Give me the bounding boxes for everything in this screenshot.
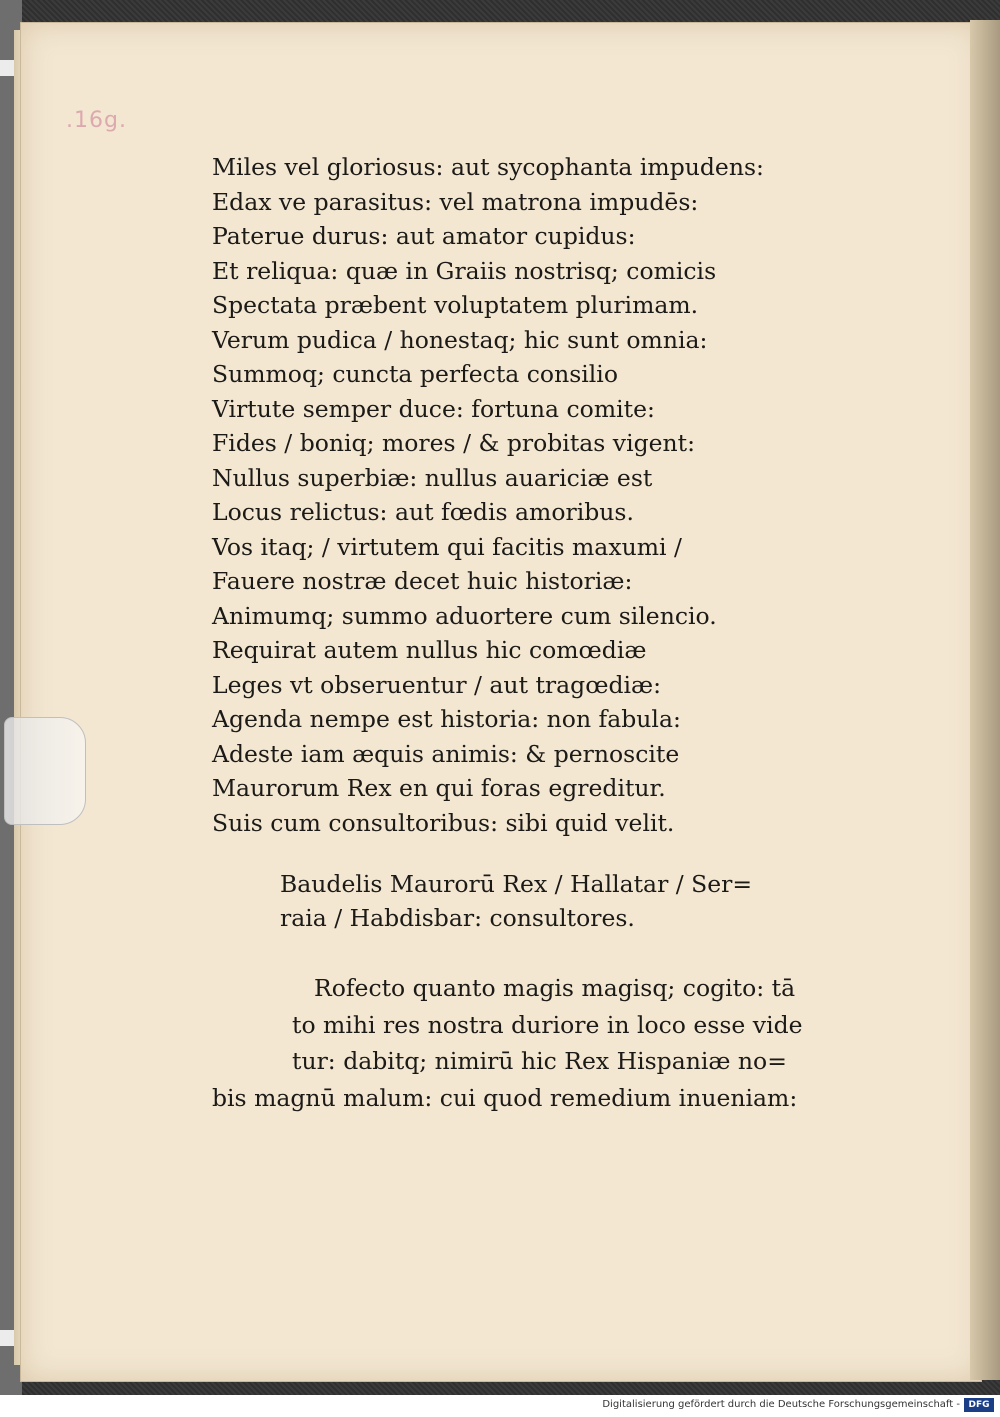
dfg-logo: DFG (964, 1398, 994, 1412)
gutter-shadow (970, 20, 1000, 1380)
prose-line: bis magnū malum: cui quod remedium inueniam: (212, 1083, 798, 1112)
footer-credit: Digitalisierung gefördert durch die Deutsche Forschungsgemeinschaft - (602, 1399, 960, 1410)
verse-line: Suis cum consultoribus: sibi quid velit. (212, 808, 675, 837)
verse-line: Fides / boniq; mores / & probitas vigent: (212, 429, 696, 457)
verse-line: Vos itaq; / virtutem qui facitis maxumi / (212, 532, 682, 561)
verse-line: Spectata præbent voluptatem plurimam. (212, 291, 699, 319)
verse-line: Leges vt obseruentur / aut tragœdiæ: (212, 670, 662, 699)
verse-line: Nullus superbiæ: nullus auariciæ est (212, 463, 653, 492)
heading-line: Baudelis Maurorū Rex / Hallatar / Ser= (280, 870, 753, 898)
prose-block (212, 970, 852, 1116)
prose-line: to mihi res nostra duriore in loco esse vide (292, 1010, 803, 1039)
verse-line: Maurorum Rex en qui foras egreditur. (212, 774, 666, 802)
prose-line: tur: dabitq; nimirū hic Rex Hispaniæ no= (292, 1047, 787, 1075)
digitization-footer (0, 1395, 1000, 1417)
verse-line: Summoq; cuncta perfecta consilio (212, 360, 618, 388)
corner-protector (0, 60, 14, 76)
verse-line: Paterue durus: aut amator cupidus: (212, 222, 636, 250)
corner-protector (0, 1330, 14, 1346)
verse-line: Locus relictus: aut fœdis amoribus. (212, 498, 634, 526)
verse-line: Agenda nempe est historia: non fabula: (212, 705, 681, 733)
speaker-heading (280, 867, 840, 935)
verse-line: Requirat autem nullus hic comœdiæ (212, 636, 647, 664)
verse-block (212, 150, 832, 840)
prose-line: Rofecto quanto magis magisq; cogito: tā (314, 974, 796, 1002)
verse-line: Fauere nostræ decet huic historiæ: (212, 567, 633, 595)
verse-line: Edax ve parasitus: vel matrona impudēs: (212, 187, 699, 216)
verse-line: Verum pudica / honestaq; hic sunt omnia: (212, 325, 708, 354)
verse-line: Et reliqua: quæ in Graiis nostrisq; comicis (212, 256, 717, 285)
heading-line: raia / Habdisbar: consultores. (280, 904, 635, 932)
shelfmark-annotation: .16g. (66, 108, 127, 133)
page-clip (4, 717, 86, 825)
verse-line: Animumq; summo aduortere cum silencio. (212, 601, 717, 630)
verse-line: Adeste iam æquis animis: & pernoscite (212, 739, 680, 768)
verse-line: Virtute semper duce: fortuna comite: (212, 394, 655, 423)
verse-line: Miles vel gloriosus: aut sycophanta impudens: (212, 153, 764, 181)
